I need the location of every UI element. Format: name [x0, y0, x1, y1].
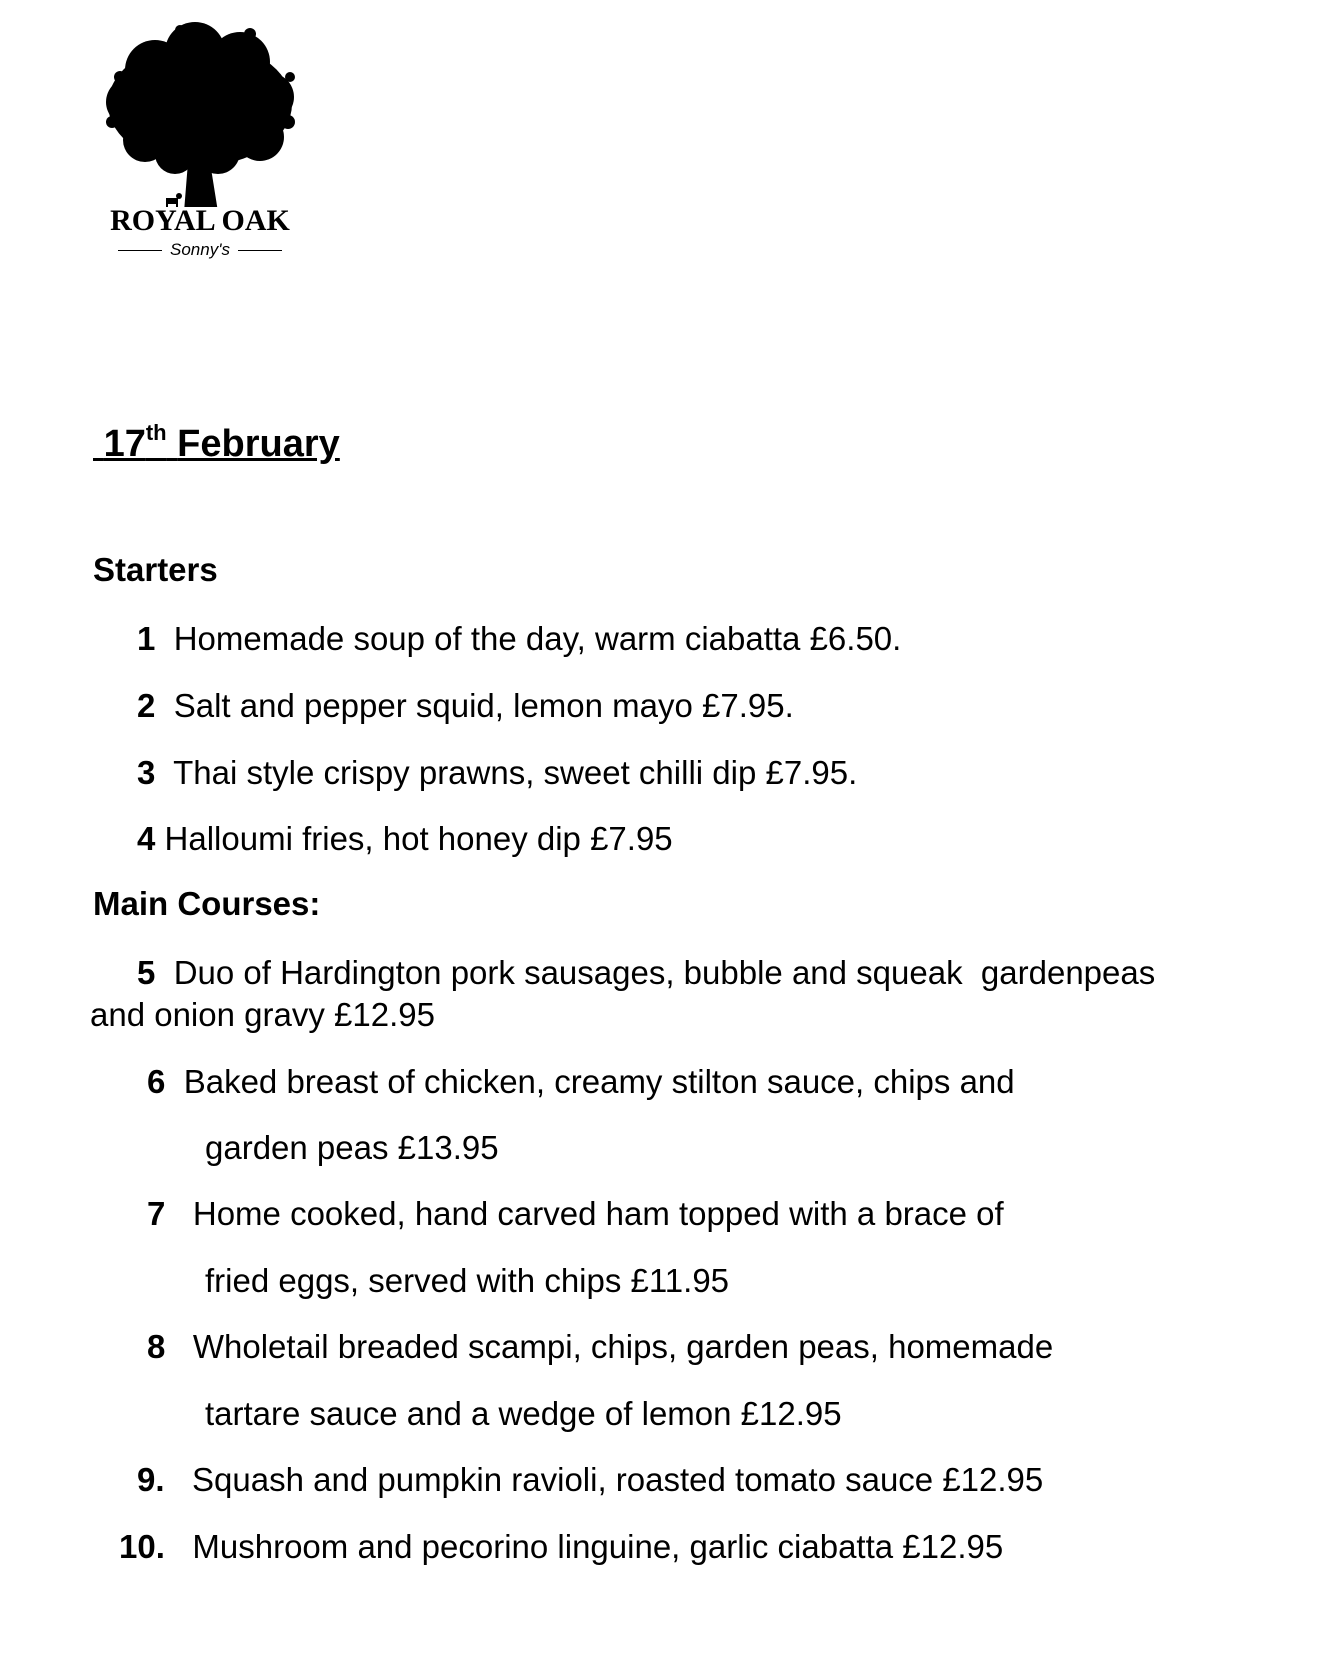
- item-text: Squash and pumpkin ravioli, roasted tomato sauce £12.95: [192, 1461, 1044, 1498]
- item-number: 3: [137, 754, 156, 791]
- main-item-6: [147, 1062, 1015, 1102]
- starter-item-2: [137, 686, 794, 726]
- item-text: Salt and pepper squid, lemon mayo £7.95.: [173, 687, 794, 724]
- item-number: 10.: [119, 1528, 165, 1565]
- royal-oak-logo: [100, 22, 300, 262]
- date-suffix: th: [145, 420, 167, 445]
- item-number: 9.: [137, 1461, 165, 1498]
- starter-item-4: [137, 819, 673, 859]
- menu-date: [93, 422, 340, 466]
- logo-rule-left: [118, 250, 162, 251]
- item-number: 2: [137, 687, 156, 724]
- logo-subtitle-text: Sonny's: [170, 240, 230, 259]
- item-number: 6: [147, 1063, 166, 1100]
- logo-wordmark: ROYAL OAK: [110, 204, 290, 237]
- date-month: February: [177, 423, 340, 465]
- item-text: Homemade soup of the day, warm ciabatta £6.50.: [173, 620, 902, 657]
- logo-subtitle: [100, 240, 300, 260]
- starter-item-3: [137, 753, 857, 793]
- main-item-8: [147, 1327, 1053, 1367]
- item-text: Thai style crispy prawns, sweet chilli dip £7.95.: [173, 754, 858, 791]
- main-item-6-cont: garden peas £13.95: [205, 1129, 499, 1166]
- item-number: 5: [137, 954, 156, 991]
- starters-heading: Starters: [93, 551, 218, 588]
- item-number: 8: [147, 1328, 166, 1365]
- main-item-5: [137, 953, 1155, 993]
- item-text: Mushroom and pecorino linguine, garlic ciabatta £12.95: [192, 1528, 1004, 1565]
- main-item-5-cont: and onion gravy £12.95: [90, 996, 435, 1033]
- main-item-8-cont: tartare sauce and a wedge of lemon £12.95: [205, 1395, 842, 1432]
- item-text: Duo of Hardington pork sausages, bubble and squeak gardenpeas: [173, 954, 1156, 991]
- oak-tree-icon: [100, 22, 300, 207]
- item-text: Wholetail breaded scampi, chips, garden peas, homemade: [192, 1328, 1054, 1365]
- item-number: 1: [137, 620, 156, 657]
- item-text: Halloumi fries, hot honey dip £7.95: [164, 820, 673, 857]
- item-text: Home cooked, hand carved ham topped with a brace of: [192, 1195, 1004, 1232]
- mains-heading: Main Courses:: [93, 885, 321, 922]
- starter-item-1: [137, 619, 901, 659]
- main-item-7: [147, 1194, 1004, 1234]
- logo-rule-right: [238, 250, 282, 251]
- main-item-10: [119, 1527, 1003, 1567]
- date-day: 17: [103, 423, 146, 465]
- item-number: 7: [147, 1195, 166, 1232]
- item-text: Baked breast of chicken, creamy stilton sauce, chips and: [183, 1063, 1015, 1100]
- item-number: 4: [137, 820, 156, 857]
- main-item-9: [137, 1460, 1043, 1500]
- main-item-7-cont: fried eggs, served with chips £11.95: [205, 1262, 730, 1299]
